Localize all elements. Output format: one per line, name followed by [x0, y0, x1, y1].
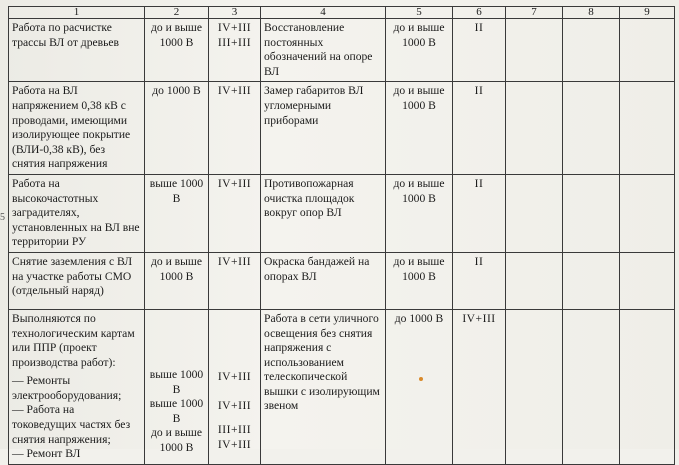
- table-row: [9, 174, 675, 252]
- edge-mark: 5: [0, 212, 5, 223]
- group-cell: IV+III: [209, 174, 261, 252]
- work-description: Окраска бандажей на опорах ВЛ: [261, 252, 386, 309]
- work-intro: Выполняются по технологическим картам или ППР (проект производства работ):: [12, 311, 135, 369]
- voltage-cell: до и выше 1000 В: [145, 19, 209, 82]
- voltage-item: выше 1000 В: [149, 397, 204, 425]
- work-description: Снятие заземления с ВЛ на участке работы СМО (отдельный наряд): [9, 252, 145, 309]
- work-description: [9, 309, 145, 464]
- table-row: [9, 252, 675, 309]
- voltage-cell: выше 1000 В: [145, 174, 209, 252]
- empty-cell: [506, 252, 563, 309]
- work-description: Противопожарная очистка площадок вокруг опор ВЛ: [261, 174, 386, 252]
- group-cell: IV+III: [209, 252, 261, 309]
- header-cell: 6: [453, 7, 506, 19]
- work-table: [8, 6, 675, 465]
- empty-cell: [620, 309, 675, 464]
- work-item: — Работа на токоведущих частях без снятия напряжения;: [12, 403, 131, 446]
- empty-cell: [563, 19, 620, 82]
- work-description: Работа на ВЛ напряжением 0,38 кВ с проводами, имеющими изолирующее покрытие (ВЛИ-0,38 кВ), без снятия напряжения: [9, 82, 145, 175]
- header-cell: 8: [563, 7, 620, 19]
- empty-cell: [620, 19, 675, 82]
- empty-cell: [620, 82, 675, 175]
- group-cell: II: [453, 82, 506, 175]
- group-cell: II: [453, 19, 506, 82]
- empty-cell: [620, 174, 675, 252]
- voltage-cell: до и выше 1000 В: [145, 252, 209, 309]
- empty-cell: [620, 252, 675, 309]
- work-description: Работа в сети уличного освещения без снятия напряжения с использованием телескопической вышки с изолирующим звеном: [261, 309, 386, 464]
- work-description: Восстановление постоянных обозначений на опоре ВЛ: [261, 19, 386, 82]
- header-cell: 7: [506, 7, 563, 19]
- group-item: IV+III: [217, 369, 252, 383]
- header-cell: 9: [620, 7, 675, 19]
- group-item: IV+III: [217, 398, 252, 412]
- table-row: [9, 19, 675, 82]
- group-cell: [209, 309, 261, 464]
- header-cell: 5: [386, 7, 453, 19]
- empty-cell: [563, 174, 620, 252]
- empty-cell: [563, 252, 620, 309]
- group-cell: IV+III: [453, 309, 506, 464]
- group-cell: II: [453, 252, 506, 309]
- header-cell: 4: [261, 7, 386, 19]
- work-description: Работа по расчистке трассы ВЛ от древьев: [9, 19, 145, 82]
- group-cell: IV+III III+III: [209, 19, 261, 82]
- header-cell: 3: [209, 7, 261, 19]
- voltage-cell: до и выше 1000 В: [386, 82, 453, 175]
- voltage-cell: [145, 309, 209, 464]
- voltage-cell: до и выше 1000 В: [386, 19, 453, 82]
- group-cell: II: [453, 174, 506, 252]
- group-item: III+III IV+III: [217, 423, 252, 451]
- empty-cell: [506, 82, 563, 175]
- voltage-item: до и выше 1000 В: [150, 426, 203, 454]
- work-description: Работа на высокочастотных заградителях, установленных на ВЛ вне территории РУ: [9, 174, 145, 252]
- voltage-cell: до 1000 В: [145, 82, 209, 175]
- ink-spot: [419, 377, 423, 381]
- empty-cell: [563, 82, 620, 175]
- voltage-cell: до и выше 1000 В: [386, 174, 453, 252]
- voltage-cell: до и выше 1000 В: [386, 252, 453, 309]
- empty-cell: [506, 19, 563, 82]
- empty-cell: [506, 309, 563, 464]
- voltage-item: выше 1000 В: [149, 367, 204, 396]
- work-description: Замер габаритов ВЛ угломерными приборами: [261, 82, 386, 175]
- work-item: — Ремонты электрооборудования;: [12, 374, 122, 402]
- table-row: [9, 82, 675, 175]
- group-cell: IV+III: [209, 82, 261, 175]
- voltage-cell: до 1000 В: [386, 309, 453, 464]
- empty-cell: [563, 309, 620, 464]
- table-row: [9, 309, 675, 464]
- header-cell: 2: [145, 7, 209, 19]
- header-row: [9, 7, 675, 19]
- empty-cell: [506, 174, 563, 252]
- header-cell: 1: [9, 7, 145, 19]
- work-item: — Ремонт ВЛ: [12, 447, 81, 461]
